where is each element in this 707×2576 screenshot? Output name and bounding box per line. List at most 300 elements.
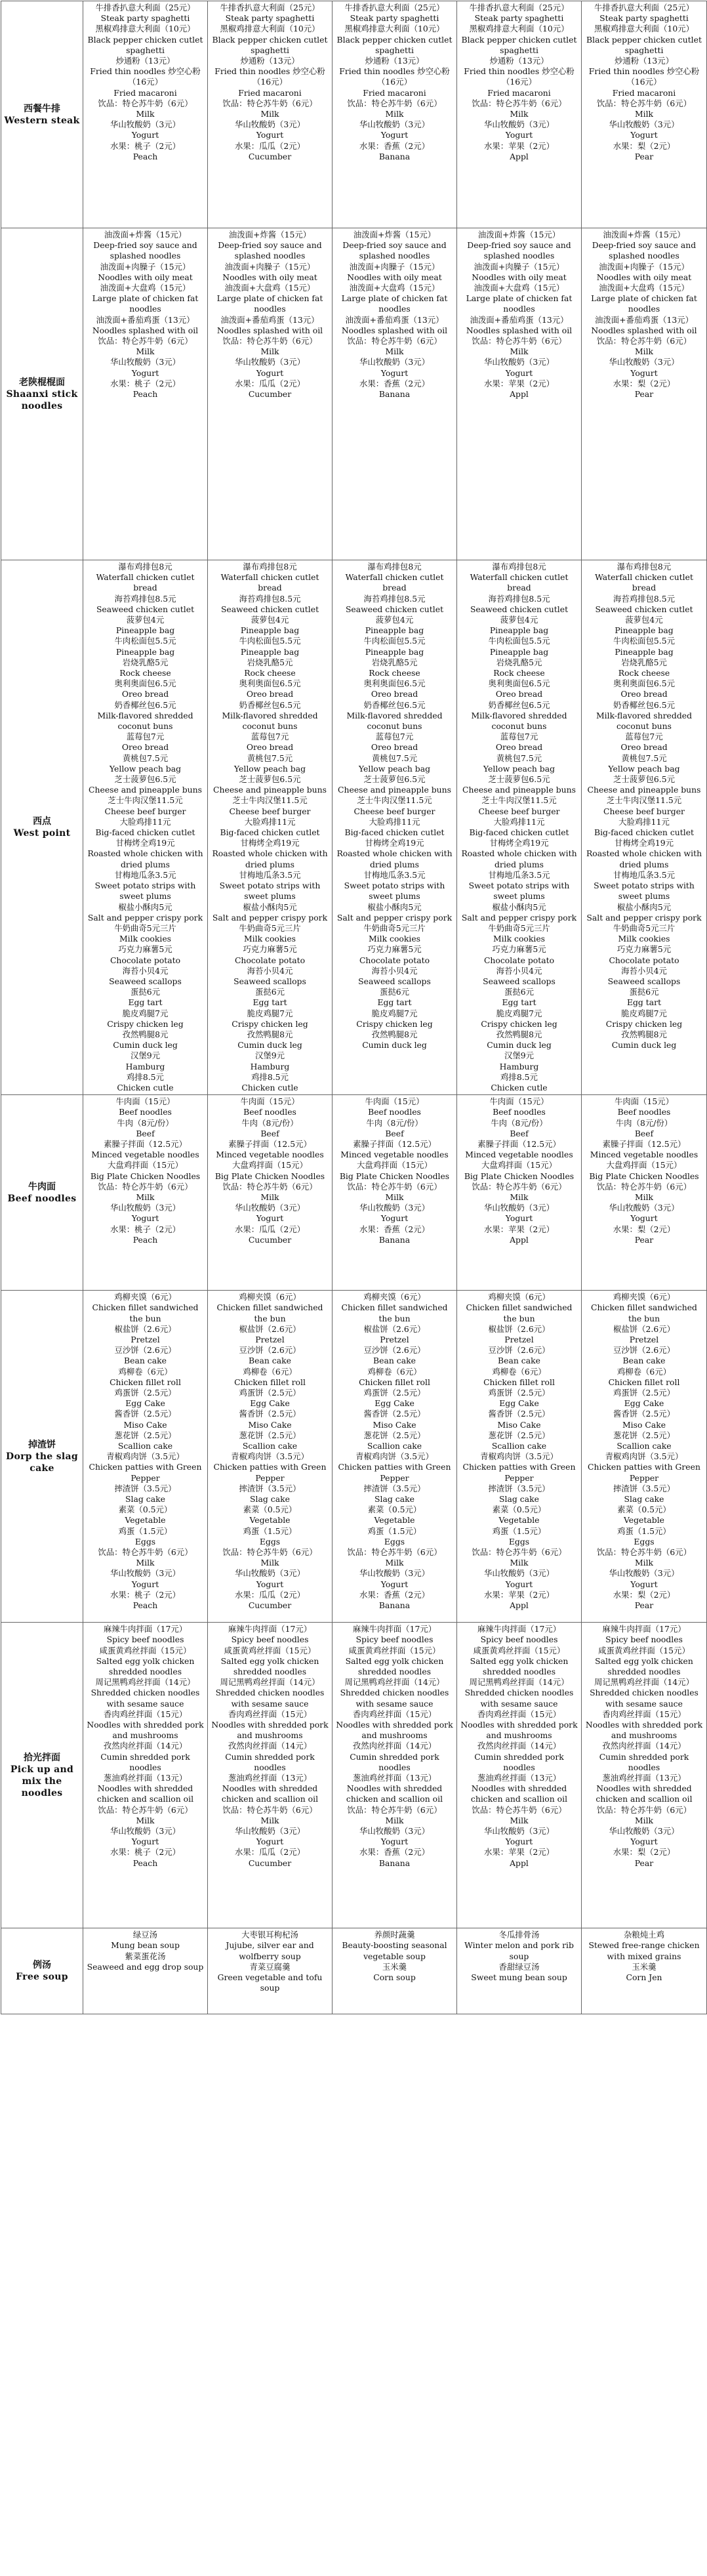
menu-item-line: Cucumber xyxy=(248,151,292,161)
menu-item-line: 脆皮鸡腿7元 xyxy=(122,1008,169,1018)
menu-day-cell xyxy=(457,1928,582,2014)
menu-item-line: Roasted whole chicken with dried plums xyxy=(461,848,577,869)
menu-item-line: Appl xyxy=(510,1600,529,1611)
menu-item-line: Yogurt xyxy=(380,1213,409,1224)
menu-item-line: 孜然肉丝拌面（14元） xyxy=(602,1741,686,1751)
menu-item-line: 炒通粉（13元） xyxy=(365,56,424,66)
menu-item-line: Yogurt xyxy=(505,367,533,378)
menu-item-line: Chicken fillet sandwiched the bun xyxy=(92,1302,199,1323)
menu-item-line: 素菜（0.5元） xyxy=(243,1505,297,1515)
menu-item-line: Beauty-boosting seasonal vegetable soup xyxy=(342,1940,447,1961)
menu-item-line: 奥利奥面包6.5元 xyxy=(613,678,676,689)
category-name-cn: 掉渣饼 xyxy=(28,1439,56,1450)
menu-item-line: Cumin shredded pork noodles xyxy=(225,1751,315,1772)
menu-item-line: 养颜时蔬羹 xyxy=(374,1930,415,1940)
menu-item-line: 咸蛋黄鸡丝拌面（15元） xyxy=(224,1645,316,1655)
category-name-cn: 老陕棍棍面 xyxy=(19,377,65,388)
menu-item-line: Roasted whole chicken with dried plums xyxy=(212,848,328,869)
menu-item-line: 鸡柳卷（6元） xyxy=(492,1366,546,1377)
menu-item-line: Yogurt xyxy=(131,1837,159,1847)
menu-item-line: 葱油鸡丝拌面（13元） xyxy=(352,1773,437,1783)
menu-item-line: 炒通粉（13元） xyxy=(240,56,300,66)
menu-item-line: Slag cake xyxy=(250,1494,290,1505)
menu-item-line: Chicken fillet sandwiched the bun xyxy=(591,1302,697,1323)
menu-item-line: 巧克力麻薯5元 xyxy=(367,944,422,955)
menu-item-line: Crispy chicken leg xyxy=(605,1018,683,1029)
menu-item-line: 酱香饼（2.5元） xyxy=(239,1409,301,1419)
menu-item-line: Chicken patties with Green Pepper xyxy=(89,1462,202,1483)
menu-item-line: 椒盐饼（2.6元） xyxy=(239,1323,301,1334)
menu-item-line: 菠萝包4元 xyxy=(251,615,289,625)
menu-item-line: 鸡排8.5元 xyxy=(500,1071,538,1082)
menu-item-line: 香肉鸡丝拌面（15元） xyxy=(602,1709,686,1719)
menu-item-line: 黑椒鸡排意大利面（10元） xyxy=(469,24,569,34)
menu-item-line: 油泼面+炸酱（15元） xyxy=(603,230,685,239)
menu-item-line: 葱油鸡丝拌面（13元） xyxy=(477,1773,561,1783)
menu-day-cell xyxy=(457,1291,582,1623)
menu-day-cell xyxy=(582,228,707,560)
menu-item-line: Miso Cake xyxy=(622,1419,666,1430)
menu-item-line: 青菜豆腐羹 xyxy=(249,1961,291,1972)
menu-item-line: 孜然鸭腿8元 xyxy=(621,1029,667,1039)
menu-item-line: Yogurt xyxy=(505,1213,533,1224)
menu-item-line: Salt and pepper crispy pork xyxy=(87,912,203,923)
menu-item-line: Noodles with shredded pork and mushrooms xyxy=(87,1719,204,1741)
menu-item-line: Chicken patties with Green Pepper xyxy=(338,1462,451,1483)
menu-day-cell xyxy=(208,560,333,1095)
menu-item-line: Spicy beef noodles xyxy=(231,1634,309,1645)
menu-item-line: Cheese beef burger xyxy=(478,806,560,816)
menu-item-line: 水果：瓜瓜（2元） xyxy=(234,378,305,388)
menu-item-line: Spicy beef noodles xyxy=(106,1634,184,1645)
menu-item-line: 牛排香扒意大利面（25元） xyxy=(220,3,320,12)
menu-item-line: 麻辣牛肉拌面（17元） xyxy=(477,1624,561,1634)
menu-item-line: Steak party spaghetti xyxy=(474,13,564,24)
menu-item-line: Large plate of chicken fat noodles xyxy=(591,293,697,314)
menu-item-line: Cumin shredded pork noodles xyxy=(599,1751,689,1772)
menu-item-line: Seaweed chicken cutlet xyxy=(220,604,319,614)
category-name-en: West point xyxy=(13,828,71,839)
menu-item-line: Steak party spaghetti xyxy=(225,13,315,24)
menu-item-line: 芝士菠萝包6.5元 xyxy=(613,774,676,785)
menu-item-line: Hamburg xyxy=(250,1061,290,1071)
menu-item-line: 脆皮鸡腿7元 xyxy=(621,1008,667,1018)
menu-item-line: 奶香椰丝包6.5元 xyxy=(239,699,301,710)
menu-item-line: Banana xyxy=(378,1858,411,1868)
menu-item-line: 饮品：特仑苏牛奶（6元） xyxy=(222,1547,317,1558)
menu-item-line: Pear xyxy=(634,151,654,161)
menu-item-line: Yogurt xyxy=(131,367,159,378)
menu-item-line: 蛋挞6元 xyxy=(379,987,410,997)
menu-item-line: Slag cake xyxy=(374,1494,414,1505)
menu-item-line: 鸡柳夹馍（6元） xyxy=(239,1292,301,1302)
menu-item-line: 黄桃包7.5元 xyxy=(247,753,293,763)
menu-item-line: 华山牧酸奶（3元） xyxy=(609,119,679,130)
menu-item-line: Appl xyxy=(510,1858,529,1868)
menu-item-line: Peach xyxy=(132,151,158,161)
menu-item-line: 豆沙饼（2.6元） xyxy=(488,1345,550,1356)
menu-item-line: Pineapple bag xyxy=(489,646,549,657)
menu-item-line: 葱花饼（2.5元） xyxy=(613,1430,676,1440)
menu-item-line: 牛排香扒意大利面（25元） xyxy=(95,3,195,12)
menu-item-line: 大盘鸡拌面（15元） xyxy=(606,1160,682,1171)
menu-item-line: 华山牧酸奶（3元） xyxy=(110,1203,180,1213)
menu-item-line: Noodles with shredded chicken and scallion oil xyxy=(96,1783,194,1804)
menu-item-line: Milk xyxy=(634,346,654,357)
menu-item-line: 奶香椰丝包6.5元 xyxy=(363,699,426,710)
menu-day-cell xyxy=(582,1928,707,2014)
menu-item-line: 牛奶曲奇5元三片 xyxy=(363,923,426,933)
menu-item-line: Peach xyxy=(132,1234,158,1245)
menu-item-line: 蓝莓包7元 xyxy=(126,732,165,742)
menu-item-line: Beef xyxy=(260,1128,279,1138)
menu-item-line: 鸡柳夹馍（6元） xyxy=(613,1292,676,1302)
menu-item-line: 鸡柳夹馍（6元） xyxy=(488,1292,550,1302)
menu-item-line: 芝士牛肉汉堡11.5元 xyxy=(357,795,432,806)
menu-item-line: 菠萝包4元 xyxy=(500,615,538,625)
menu-item-line: 鸡柳夹馍（6元） xyxy=(114,1292,176,1302)
menu-item-line: 饮品：特仑苏牛奶（6元） xyxy=(472,1181,567,1192)
menu-item-line: 水果：瓜瓜（2元） xyxy=(234,1589,305,1600)
menu-item-line: 饮品：特仑苏牛奶（6元） xyxy=(222,1804,317,1815)
menu-item-line: Pineapple bag xyxy=(365,625,424,636)
menu-item-line: Noodles splashed with oil xyxy=(341,325,448,335)
menu-item-line: Milk cookies xyxy=(368,934,421,944)
menu-item-line: Big Plate Chicken Noodles xyxy=(464,1171,575,1181)
menu-day-cell xyxy=(457,560,582,1095)
menu-item-line: 摔渣饼（3.5元） xyxy=(239,1483,301,1493)
menu-item-line: 椒盐小酥肉5元 xyxy=(367,902,422,912)
menu-item-line: Hamburg xyxy=(125,1061,165,1071)
menu-item-line: 华山牧酸奶（3元） xyxy=(234,1203,305,1213)
menu-item-line: Milk xyxy=(634,1192,654,1202)
menu-item-line: Cheese beef burger xyxy=(104,806,186,816)
menu-item-line: 油泼面+大盘鸡（15元） xyxy=(224,283,315,293)
menu-item-line: 菠萝包4元 xyxy=(375,615,414,625)
menu-item-line: Eggs xyxy=(634,1536,655,1547)
menu-item-line: Eggs xyxy=(508,1536,530,1547)
menu-item-line: Cheese beef burger xyxy=(354,806,435,816)
menu-item-line: 饮品：特仑苏牛奶（6元） xyxy=(98,1804,193,1815)
menu-item-line: 杂粮炖土鸡 xyxy=(624,1930,664,1940)
menu-item-line: 香肉鸡丝拌面（15元） xyxy=(352,1709,437,1719)
menu-item-line: 香肉鸡丝拌面（15元） xyxy=(228,1709,312,1719)
menu-item-line: Cheese and pineapple buns xyxy=(89,785,202,795)
menu-item-line: Milk xyxy=(510,109,529,119)
menu-item-line: Milk xyxy=(510,346,529,357)
menu-item-line: Oreo bread xyxy=(620,689,668,699)
menu-item-line: 饮品：特仑苏牛奶（6元） xyxy=(98,1181,193,1192)
menu-item-line: Black pepper chicken cutlet spaghetti xyxy=(336,34,453,55)
menu-day-cell xyxy=(333,1623,457,1928)
menu-item-line: Cumin duck leg xyxy=(611,1040,677,1050)
menu-item-line: 牛肉面（15元） xyxy=(614,1096,674,1107)
menu-item-line: 甘梅烤全鸡19元 xyxy=(489,838,549,848)
menu-item-line: Milk xyxy=(260,1192,279,1202)
menu-item-line: 大脸鸡排11元 xyxy=(244,816,296,827)
menu-item-line: Beef noodles xyxy=(243,1107,296,1117)
menu-item-line: 孜然肉丝拌面（14元） xyxy=(477,1741,561,1751)
menu-item-line: Chicken fillet sandwiched the bun xyxy=(466,1302,573,1323)
menu-item-line: Pineapple bag xyxy=(489,625,549,636)
menu-item-line: Appl xyxy=(510,389,529,400)
menu-item-line: Milk xyxy=(136,1192,155,1202)
menu-item-line: Big-faced chicken cutlet xyxy=(95,827,195,838)
menu-item-line: 孜然鸭腿8元 xyxy=(371,1029,418,1039)
menu-item-line: 炒通粉（13元） xyxy=(489,56,549,66)
menu-item-line: 玉米羹 xyxy=(382,1961,407,1972)
menu-item-line: Fried thin noodles 炒空心粉（16元） xyxy=(464,66,575,87)
menu-day-cell xyxy=(582,1,707,228)
menu-item-line: 素菜（0.5元） xyxy=(118,1505,172,1515)
menu-item-line: Big-faced chicken cutlet xyxy=(594,827,695,838)
menu-item-line: 孜然鸭腿8元 xyxy=(122,1029,169,1039)
menu-item-line: 鸡排8.5元 xyxy=(251,1071,289,1082)
menu-item-line: 椒盐小酥肉5元 xyxy=(616,902,672,912)
menu-item-line: 素臊子拌面（12.5元） xyxy=(353,1138,436,1149)
menu-item-line: 饮品：特仑苏牛奶（6元） xyxy=(472,98,567,108)
menu-item-line: 华山牧酸奶（3元） xyxy=(483,1826,554,1837)
menu-item-line: 牛肉（8元/份） xyxy=(241,1117,298,1128)
menu-item-line: 华山牧酸奶（3元） xyxy=(359,119,430,130)
menu-item-line: Beef noodles xyxy=(119,1107,172,1117)
menu-day-cell xyxy=(208,1291,333,1623)
menu-item-line: 饮品：特仑苏牛奶（6元） xyxy=(347,1804,442,1815)
menu-item-line: 甘梅烤全鸡19元 xyxy=(614,838,674,848)
menu-item-line: Sweet potato strips with sweet plums xyxy=(344,881,445,902)
menu-item-line: Cheese and pineapple buns xyxy=(462,785,576,795)
menu-item-line: Yellow peach bag xyxy=(233,763,306,774)
menu-item-line: 芝士菠萝包6.5元 xyxy=(114,774,176,785)
row-west-point xyxy=(1,560,707,1095)
menu-item-line: 甘梅烤全鸡19元 xyxy=(115,838,175,848)
menu-item-line: 奥利奥面包6.5元 xyxy=(114,678,176,689)
menu-item-line: 油泼面+肉臊子（15元） xyxy=(100,261,191,272)
menu-item-line: Chicken fillet roll xyxy=(483,1377,555,1387)
menu-item-line: 华山牧酸奶（3元） xyxy=(609,1826,679,1837)
menu-item-line: Chicken fillet sandwiched the bun xyxy=(341,1302,448,1323)
menu-item-line: Pineapple bag xyxy=(365,646,424,657)
menu-item-line: Cheese and pineapple buns xyxy=(338,785,451,795)
menu-item-line: 奥利奥面包6.5元 xyxy=(239,678,301,689)
menu-item-line: Chocolate potato xyxy=(483,955,555,965)
menu-item-line: Waterfall chicken cutlet bread xyxy=(345,572,444,593)
menu-item-line: 周记黑鸭鸡丝拌面（14元） xyxy=(594,1677,695,1688)
menu-item-line: Noodles with shredded chicken and scallion oil xyxy=(346,1783,443,1804)
menu-item-line: Scallion cake xyxy=(616,1441,672,1451)
menu-item-line: Cumin duck leg xyxy=(113,1040,178,1050)
category-name-en: Dorp the slag cake xyxy=(6,1451,78,1474)
menu-item-line: Fried thin noodles 炒空心粉（16元） xyxy=(214,66,325,87)
menu-day-cell xyxy=(333,1928,457,2014)
menu-item-line: 葱花饼（2.5元） xyxy=(239,1430,301,1440)
menu-item-line: 炒通粉（13元） xyxy=(115,56,175,66)
menu-item-line: Egg Cake xyxy=(125,1398,165,1409)
menu-item-line: 鸡蛋饼（2.5元） xyxy=(488,1387,550,1398)
menu-item-line: 水果：桃子（2元） xyxy=(110,140,180,151)
menu-item-line: Yogurt xyxy=(630,1579,658,1589)
menu-item-line: Sweet potato strips with sweet plums xyxy=(219,881,321,902)
menu-item-line: 海苔鸡排包8.5元 xyxy=(239,593,301,604)
menu-item-line: 华山牧酸奶（3元） xyxy=(234,1826,305,1837)
menu-item-line: Bean cake xyxy=(373,1356,416,1366)
menu-item-line: 素菜（0.5元） xyxy=(367,1505,422,1515)
menu-item-line: 青椒鸡肉饼（3.5元） xyxy=(605,1451,683,1462)
menu-item-line: Salted egg yolk chicken shredded noodles xyxy=(220,1655,319,1676)
menu-item-line: Rock cheese xyxy=(369,668,420,678)
menu-item-line: 饮品：特仑苏牛奶（6元） xyxy=(596,1804,692,1815)
menu-item-line: 鸡柳卷（6元） xyxy=(616,1366,672,1377)
menu-item-line: 摔渣饼（3.5元） xyxy=(114,1483,176,1493)
menu-item-line: 奥利奥面包6.5元 xyxy=(488,678,550,689)
menu-item-line: 水果：香蕉（2元） xyxy=(359,1224,430,1234)
menu-item-line: Egg tart xyxy=(502,997,536,1008)
menu-day-cell xyxy=(208,1623,333,1928)
menu-item-line: 咸蛋黄鸡丝拌面（15元） xyxy=(348,1645,441,1655)
menu-item-line: Stewed free-range chicken with mixed grains xyxy=(588,1940,700,1961)
menu-item-line: Noodles with shredded pork and mushrooms xyxy=(460,1719,578,1741)
menu-item-line: Milk xyxy=(510,1192,529,1202)
menu-item-line: 牛肉面（15元） xyxy=(489,1096,549,1107)
menu-item-line: 摔渣饼（3.5元） xyxy=(488,1483,550,1493)
menu-item-line: 水果：梨（2元） xyxy=(613,378,676,388)
menu-item-line: 周记黑鸭鸡丝拌面（14元） xyxy=(95,1677,195,1688)
menu-item-line: 蛋挞6元 xyxy=(130,987,161,997)
menu-item-line: Bean cake xyxy=(498,1356,540,1366)
menu-item-line: 岩烧乳酪5元 xyxy=(496,657,542,667)
menu-item-line: 蓝莓包7元 xyxy=(500,732,538,742)
row-shaanxi-noodles xyxy=(1,228,707,560)
menu-day-cell xyxy=(333,1095,457,1291)
menu-item-line: Corn soup xyxy=(373,1972,416,1982)
menu-item-line: Milk xyxy=(385,1558,404,1568)
menu-day-cell xyxy=(457,1095,582,1291)
menu-item-line: Fried thin noodles 炒空心粉（16元） xyxy=(90,66,201,87)
menu-item-line: 油泼面+炸酱（15元） xyxy=(353,230,436,239)
menu-item-line: Large plate of chicken fat noodles xyxy=(92,293,199,314)
menu-item-line: Noodles splashed with oil xyxy=(591,325,697,335)
menu-day-cell xyxy=(208,228,333,560)
menu-item-line: Noodles with oily meat xyxy=(596,272,692,282)
menu-item-line: Cumin duck leg xyxy=(362,1040,427,1050)
menu-item-line: Peach xyxy=(132,1858,158,1868)
category-cell xyxy=(1,228,83,560)
menu-item-line: Black pepper chicken cutlet spaghetti xyxy=(461,34,577,55)
menu-item-line: 华山牧酸奶（3元） xyxy=(609,357,679,367)
menu-item-line: 素菜（0.5元） xyxy=(617,1505,671,1515)
menu-item-line: Big-faced chicken cutlet xyxy=(344,827,445,838)
menu-item-line: Noodles splashed with oil xyxy=(216,325,323,335)
menu-item-line: 芝士牛肉汉堡11.5元 xyxy=(108,795,183,806)
menu-item-line: Appl xyxy=(510,1234,529,1245)
menu-item-line: 甘梅地瓜条3.5元 xyxy=(488,869,550,880)
menu-item-line: Scallion cake xyxy=(242,1441,298,1451)
menu-item-line: 青椒鸡肉饼（3.5元） xyxy=(231,1451,309,1462)
menu-item-line: 油泼面+番茄鸡蛋（13元） xyxy=(594,314,694,325)
menu-item-line: 华山牧酸奶（3元） xyxy=(359,1826,430,1837)
menu-item-line: Oreo bread xyxy=(246,689,294,699)
menu-item-line: Milk xyxy=(385,1192,404,1202)
menu-item-line: 水果：梨（2元） xyxy=(613,1224,676,1234)
menu-day-cell xyxy=(83,1291,208,1623)
menu-item-line: 水果：桃子（2元） xyxy=(110,378,180,388)
menu-item-line: 华山牧酸奶（3元） xyxy=(483,1203,554,1213)
menu-item-line: Black pepper chicken cutlet spaghetti xyxy=(586,34,702,55)
menu-item-line: 饮品：特仑苏牛奶（6元） xyxy=(472,336,567,346)
menu-item-line: 饮品：特仑苏牛奶（6元） xyxy=(596,336,692,346)
menu-item-line: 华山牧酸奶（3元） xyxy=(110,357,180,367)
menu-item-line: Milk xyxy=(634,109,654,119)
menu-item-line: Oreo bread xyxy=(121,689,169,699)
menu-item-line: 水果：苹果（2元） xyxy=(483,1224,554,1234)
menu-item-line: 水果：香蕉（2元） xyxy=(359,140,430,151)
menu-item-line: Spicy beef noodles xyxy=(355,1634,434,1645)
menu-item-line: Noodles with shredded pork and mushrooms xyxy=(336,1719,453,1741)
menu-item-line: Seaweed scallops xyxy=(483,976,556,986)
menu-item-line: 孜然鸭腿8元 xyxy=(496,1029,542,1039)
menu-item-line: Milk cookies xyxy=(119,934,172,944)
menu-item-line: 芝士牛肉汉堡11.5元 xyxy=(606,795,682,806)
menu-item-line: Waterfall chicken cutlet bread xyxy=(595,572,693,593)
menu-item-line: Yogurt xyxy=(131,1579,159,1589)
row-slag-cake xyxy=(1,1291,707,1623)
menu-item-line: Deep-fried soy sauce and splashed noodles xyxy=(218,240,322,261)
menu-day-cell xyxy=(83,1623,208,1928)
menu-item-line: 黄桃包7.5元 xyxy=(496,753,542,763)
menu-item-line: Big Plate Chicken Noodles xyxy=(589,1171,699,1181)
menu-item-line: Milk xyxy=(260,346,279,357)
menu-item-line: Yogurt xyxy=(256,1579,284,1589)
menu-item-line: Pretzel xyxy=(380,1334,409,1344)
menu-item-line: 海苔鸡排包8.5元 xyxy=(114,593,176,604)
menu-item-line: 瀑布鸡排包8元 xyxy=(118,562,172,571)
menu-item-line: 葱花饼（2.5元） xyxy=(363,1430,426,1440)
menu-item-line: Yogurt xyxy=(380,1579,409,1589)
menu-item-line: 麻辣牛肉拌面（17元） xyxy=(602,1624,686,1634)
menu-item-line: 酱香饼（2.5元） xyxy=(363,1409,426,1419)
menu-item-line: 瀑布鸡排包8元 xyxy=(492,562,546,571)
row-western-steak xyxy=(1,1,707,228)
menu-item-line: 水果：桃子（2元） xyxy=(110,1847,180,1858)
menu-item-line: Yellow peach bag xyxy=(109,763,182,774)
menu-day-cell xyxy=(83,560,208,1095)
menu-item-line: 椒盐饼（2.6元） xyxy=(114,1323,176,1334)
menu-item-line: 油泼面+大盘鸡（15元） xyxy=(599,283,689,293)
menu-item-line: 饮品：特仑苏牛奶（6元） xyxy=(347,1547,442,1558)
menu-item-line: Fried macaroni xyxy=(612,87,676,98)
menu-item-line: Vegetable xyxy=(623,1515,664,1526)
menu-item-line: 鸡蛋饼（2.5元） xyxy=(363,1387,426,1398)
menu-item-line: Egg Cake xyxy=(499,1398,539,1409)
category-cell xyxy=(1,1623,83,1928)
category-name-en: Shaanxi stick noodles xyxy=(6,388,78,411)
category-name-en: Free soup xyxy=(16,1972,68,1983)
menu-item-line: 牛肉面（15元） xyxy=(240,1096,300,1107)
menu-item-line: Shredded chicken noodles with sesame sauce xyxy=(91,1688,200,1709)
menu-item-line: Noodles with oily meat xyxy=(222,272,317,282)
category-name-cn: 拾光拌面 xyxy=(24,1752,60,1763)
menu-item-line: Steak party spaghetti xyxy=(599,13,689,24)
menu-item-line: 油泼面+大盘鸡（15元） xyxy=(349,283,440,293)
menu-item-line: 椒盐饼（2.6元） xyxy=(613,1323,676,1334)
menu-item-line: 鸡蛋饼（2.5元） xyxy=(114,1387,176,1398)
menu-item-line: Pineapple bag xyxy=(240,646,300,657)
menu-item-line: 孜然鸭腿8元 xyxy=(247,1029,293,1039)
menu-item-line: Beef xyxy=(634,1128,654,1138)
menu-item-line: Yogurt xyxy=(505,1837,533,1847)
menu-day-cell xyxy=(582,1623,707,1928)
menu-item-line: Noodles with oily meat xyxy=(98,272,193,282)
